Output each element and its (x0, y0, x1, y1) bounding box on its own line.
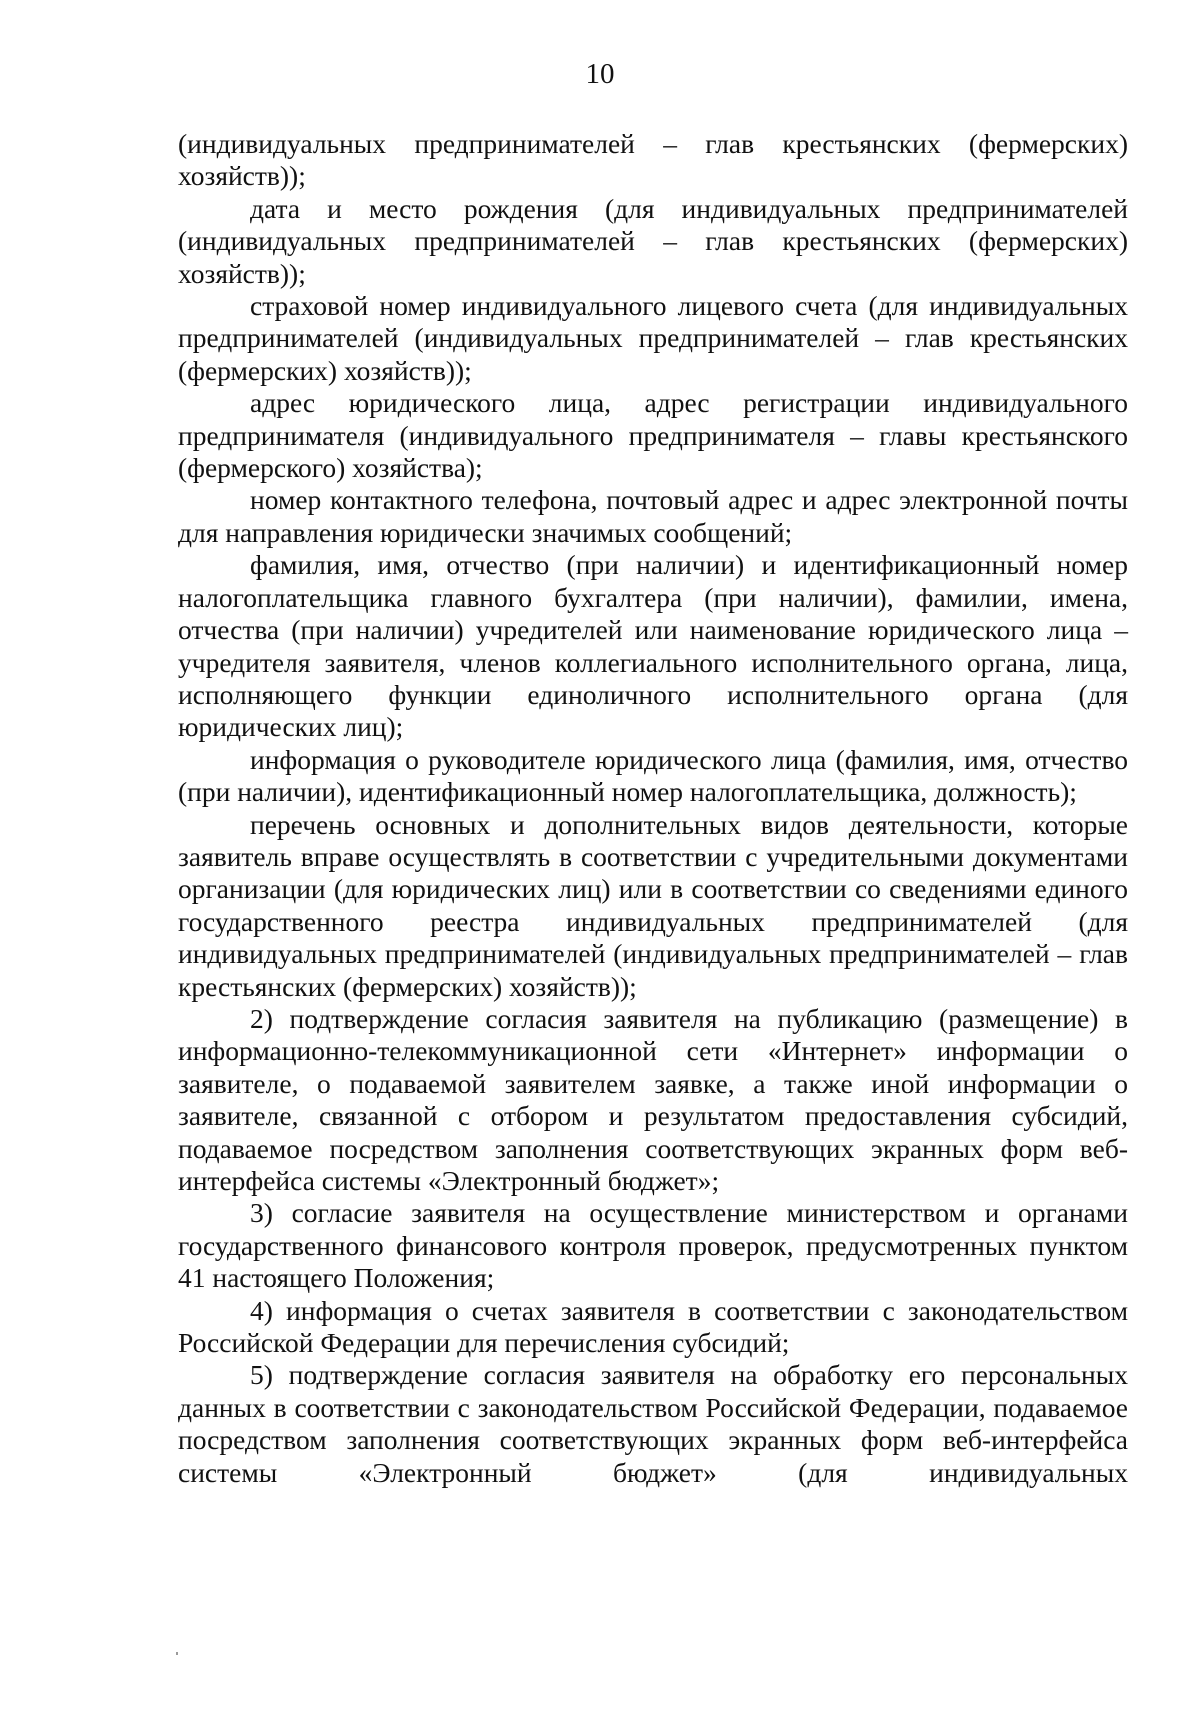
paragraph-accountant-founders: фамилия, имя, отчество (при наличии) и идентификационный номер налогоплательщика главного бухгалтера (при наличии), фамилии, имена, отчества (при наличии) учредителей или наименование юридического лица – учредителя заявителя, членов коллегиального исполнительного органа, лица, исполняющего функции единоличного исполнительного органа (для юридических лиц); (178, 549, 1128, 743)
paragraph-address: адрес юридического лица, адрес регистрации индивидуального предпринимателя (индивидуального предпринимателя – главы крестьянского (фермерского) хозяйства); (178, 387, 1128, 484)
paragraph-insurance-number: страховой номер индивидуального лицевого счета (для индивидуальных предпринимателей (индивидуальных предпринимателей – глав крестьянских (фермерских) хозяйств)); (178, 290, 1128, 386)
paragraph-item-4: 4) информация о счетах заявителя в соответствии с законодательством Российской Федерации для перечисления субсидий; (178, 1294, 1128, 1359)
paragraph-continuation: (индивидуальных предпринимателей – глав крестьянских (фермерских) хозяйств)); (178, 128, 1128, 192)
paragraph-item-3: 3) согласие заявителя на осуществление министерством и органами государственного финансового контроля проверок, предусмотренных пунктом 41 настоящего Положения; (178, 1197, 1128, 1294)
paragraph-contacts: номер контактного телефона, почтовый адрес и адрес электронной почты для направления юридически значимых сообщений; (178, 484, 1128, 548)
paragraph-head-info: информация о руководителе юридического лица (фамилия, имя, отчество (при наличии), идентификационный номер налогоплательщика, должность); (178, 743, 1128, 808)
document-body (178, 128, 1128, 1489)
scan-artifact (176, 1652, 178, 1655)
paragraph-item-2: 2) подтверждение согласия заявителя на публикацию (размещение) в информационно-телекоммуникационной сети «Интернет» информации о заявителе, о подаваемой заявителем заявке, а также иной информации о заявителе, связанной с отбором и результатом предоставления субсидий, подаваемое посредством заполнения соответствующих экранных форм веб-интерфейса системы «Электронный бюджет»; (178, 1002, 1128, 1196)
paragraph-item-5: 5) подтверждение согласия заявителя на обработку его персональных данных в соответствии с законодательством Российской Федерации, подаваемое посредством заполнения соответствующих экранных форм веб-интерфейса системы «Электронный бюджет» (для индивидуальных (178, 1359, 1128, 1488)
paragraph-birth-date: дата и место рождения (для индивидуальных предпринимателей (индивидуальных предпринимателей – глав крестьянских (фермерских) хозяйств)); (178, 192, 1128, 289)
paragraph-activities: перечень основных и дополнительных видов деятельности, которые заявитель вправе осуществлять в соответствии с учредительными документами организации (для юридических лиц) или в соответствии со сведениями единого государственного реестра индивидуальных предпринимателей (для индивидуальных предпринимателей (индивидуальных предпринимателей – глав крестьянских (фермерских) хозяйств)); (178, 808, 1128, 1002)
page-number: 10 (585, 58, 615, 90)
